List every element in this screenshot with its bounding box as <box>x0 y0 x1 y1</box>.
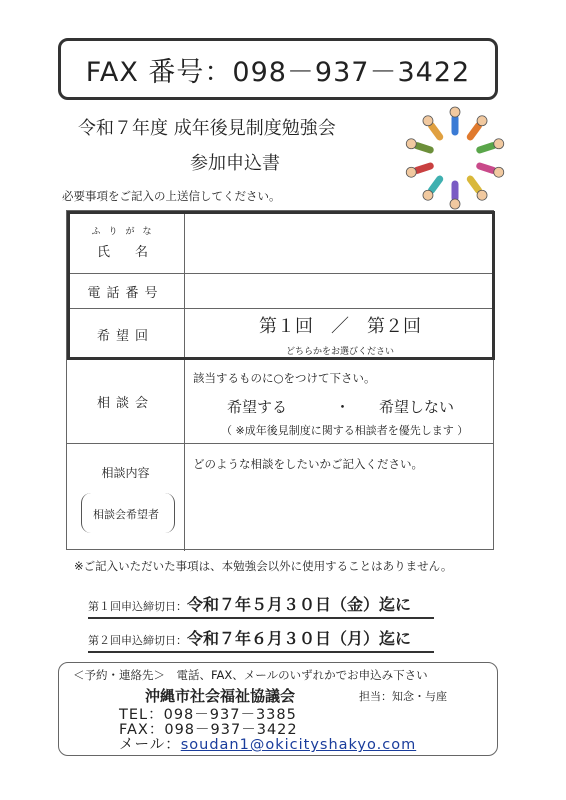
session-row <box>67 309 493 360</box>
person-head <box>423 190 433 200</box>
session-choice-area[interactable] <box>185 309 495 360</box>
person-head <box>477 116 487 126</box>
document-subtitle: 参加申込書 <box>190 153 280 174</box>
deadline-2-label: 第２回申込締切日： <box>88 634 187 647</box>
person-head <box>494 139 504 149</box>
person-body <box>431 126 439 137</box>
person-body <box>417 166 430 170</box>
content-input-area[interactable] <box>185 474 495 551</box>
person-head <box>450 199 460 209</box>
contact-heading: ＜予約・連絡先＞ 電話、FAX、メールのいずれかでお申込み下さい <box>73 668 428 682</box>
contact-box <box>58 662 498 756</box>
session-label: 希望回 <box>96 328 154 344</box>
name-row <box>67 211 493 274</box>
contact-tel[interactable]: TEL：098－937－3385 <box>119 707 297 723</box>
session-label-cell <box>67 309 185 359</box>
phone-row <box>67 274 493 309</box>
name-input-area[interactable] <box>185 211 495 274</box>
person-head <box>423 116 433 126</box>
person-body <box>417 146 430 150</box>
session-note: どちらかをお選びください <box>285 347 394 357</box>
person-body <box>480 146 493 150</box>
fax-number-banner <box>58 38 498 100</box>
content-sublabel: 相談会希望者 <box>93 508 159 521</box>
person-body <box>470 126 478 137</box>
consult-row <box>67 360 493 444</box>
fax-number-text: FAX 番号：098－937－3422 <box>85 56 471 88</box>
privacy-note: ※ご記入いただいた事項は、本勉強会以外に使用することはありません。 <box>74 559 453 573</box>
person-body <box>431 179 439 190</box>
person-head <box>406 139 416 149</box>
deadline-1-label: 第１回申込締切日： <box>88 600 187 613</box>
furigana-label: ふりがな <box>91 227 160 237</box>
person-head <box>494 167 504 177</box>
content-label: 相談内容 <box>101 466 150 480</box>
person-body <box>470 179 478 190</box>
email-link[interactable]: soudan1@okicityshakyo.com <box>180 737 417 753</box>
consult-label: 相談会 <box>96 396 154 411</box>
consult-yes-option[interactable]: 希望する <box>227 398 288 416</box>
person-head <box>477 190 487 200</box>
consult-no-option[interactable]: 希望しない <box>379 398 455 416</box>
mail-label: メール： <box>119 737 181 753</box>
person-head <box>406 167 416 177</box>
name-label: 氏 名 <box>96 245 154 260</box>
phone-label: 電話番号 <box>87 285 164 301</box>
deadline-2-date: 令和７年６月３０日（月）迄に <box>187 629 412 648</box>
staff-names: 担当：知念・与座 <box>359 690 447 703</box>
application-form <box>66 210 494 550</box>
content-instruction: どのような相談をしたいかご記入ください。 <box>193 457 423 471</box>
session-options[interactable]: 第１回 ／ 第２回 <box>259 316 421 337</box>
instruction-text: 必要事項をご記入の上送信してください。 <box>62 189 281 203</box>
deadline-1-date: 令和７年５月３０日（金）迄に <box>187 595 412 614</box>
document-title: 令和７年度 成年後見制度勉強会 <box>78 118 336 139</box>
name-label-cell <box>67 211 185 273</box>
contact-mail-line <box>119 733 416 754</box>
deadline-2 <box>88 626 434 653</box>
phone-label-cell <box>67 274 185 308</box>
organization-name: 沖縄市社会福祉協議会 <box>145 687 296 705</box>
person-body <box>480 166 493 170</box>
option-separator: ・ <box>335 398 351 416</box>
consult-label-cell <box>67 360 185 443</box>
consult-instruction: 該当するものに○をつけて下さい。 <box>193 371 376 385</box>
contact-fax[interactable]: FAX：098－937－3422 <box>119 722 298 738</box>
consult-note: （ ※成年後見制度に関する相談者を優先します ） <box>221 424 469 437</box>
deadline-1 <box>88 592 434 619</box>
phone-input-area[interactable] <box>185 274 495 309</box>
person-head <box>450 107 460 117</box>
